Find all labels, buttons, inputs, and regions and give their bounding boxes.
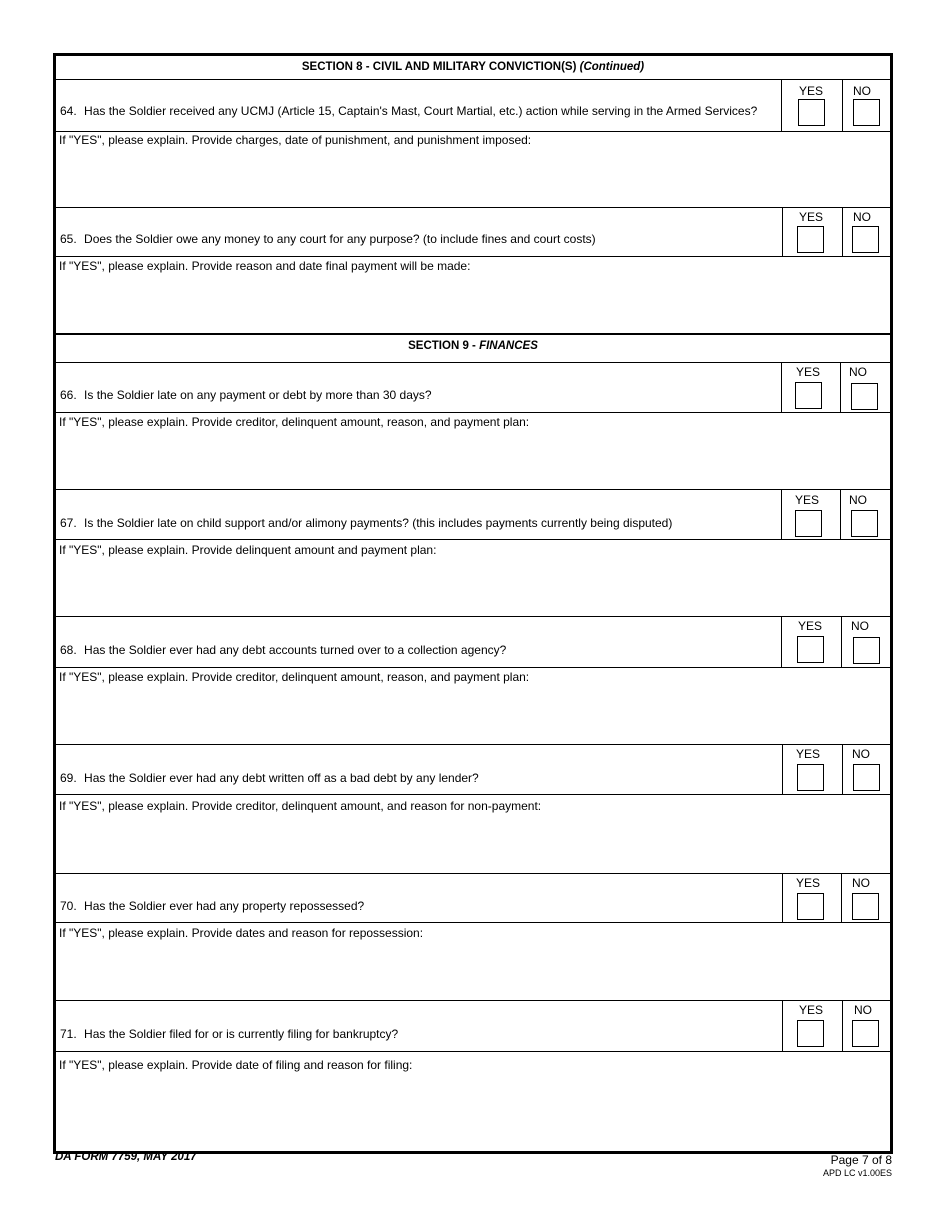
q64-yes-checkbox[interactable] <box>798 99 825 126</box>
explain-71-field[interactable] <box>56 1052 890 1151</box>
divider <box>56 79 890 80</box>
no-label: NO <box>853 84 871 98</box>
explain-65-label: If "YES", please explain. Provide reason and date final payment will be made: <box>59 259 471 273</box>
divider <box>781 616 782 667</box>
divider <box>56 362 890 363</box>
divider <box>781 79 782 131</box>
divider <box>56 489 890 490</box>
q68-no-checkbox[interactable] <box>853 637 880 664</box>
no-label: NO <box>854 1003 872 1017</box>
q67-no-checkbox[interactable] <box>851 510 878 537</box>
divider <box>782 1000 783 1051</box>
q65-yes-checkbox[interactable] <box>797 226 824 253</box>
divider <box>56 333 890 335</box>
explain-66-field[interactable] <box>56 413 890 489</box>
question-69 <box>60 771 479 785</box>
section-8-title <box>56 61 890 73</box>
divider <box>782 744 783 794</box>
question-70 <box>60 899 364 913</box>
section-8-title-text: SECTION 8 - CIVIL AND MILITARY CONVICTION(S) <box>301 61 577 73</box>
q69-yes-checkbox[interactable] <box>797 764 824 791</box>
divider <box>56 873 890 874</box>
q64-no-checkbox[interactable] <box>853 99 880 126</box>
yes-label: YES <box>795 747 820 761</box>
question-number: 68. <box>60 643 77 657</box>
divider <box>782 873 783 922</box>
explain-64-field[interactable] <box>56 132 890 207</box>
question-68 <box>60 643 506 657</box>
question-64 <box>60 104 757 118</box>
question-text: Has the Soldier received any UCMJ (Article 15, Captain's Mast, Court Martial, etc.) action while serving in the Armed Services? <box>84 104 758 118</box>
form-page <box>53 53 893 1154</box>
q71-no-checkbox[interactable] <box>852 1020 879 1047</box>
question-number: 67. <box>60 516 77 530</box>
yes-label: YES <box>797 619 822 633</box>
yes-label: YES <box>798 210 823 224</box>
question-text: Is the Soldier late on any payment or debt by more than 30 days? <box>84 388 432 402</box>
yes-label: YES <box>794 493 819 507</box>
q66-yes-checkbox[interactable] <box>795 382 822 409</box>
explain-66-label: If "YES", please explain. Provide creditor, delinquent amount, reason, and payment plan: <box>59 415 530 429</box>
section-9-title <box>56 340 890 352</box>
no-label: NO <box>849 365 867 379</box>
explain-65-field[interactable] <box>56 257 890 333</box>
divider <box>56 1000 890 1001</box>
explain-68-label: If "YES", please explain. Provide creditor, delinquent amount, reason, and payment plan: <box>59 670 530 684</box>
question-text: Has the Soldier filed for or is currently filing for bankruptcy? <box>84 1027 399 1041</box>
form-id: DA FORM 7759, MAY 2017 <box>55 1151 197 1163</box>
question-text: Has the Soldier ever had any debt accounts turned over to a collection agency? <box>84 643 507 657</box>
section-9-title-text: SECTION 9 - <box>408 340 480 352</box>
q68-yes-checkbox[interactable] <box>797 636 824 663</box>
question-text: Does the Soldier owe any money to any court for any purpose? (to include fines and court costs) <box>84 232 596 246</box>
divider <box>781 489 782 539</box>
explain-69-field[interactable] <box>56 795 890 873</box>
question-67 <box>60 516 672 530</box>
question-text: Has the Soldier ever had any property repossessed? <box>84 899 365 913</box>
yes-label: YES <box>798 1003 823 1017</box>
divider <box>781 362 782 412</box>
divider <box>56 744 890 745</box>
no-label: NO <box>852 747 870 761</box>
question-text: Is the Soldier late on child support and/or alimony payments? (this includes payments currently being disputed) <box>84 516 673 530</box>
question-number: 71. <box>60 1027 77 1041</box>
q66-no-checkbox[interactable] <box>851 383 878 410</box>
explain-69-label: If "YES", please explain. Provide creditor, delinquent amount, and reason for non-payment: <box>59 799 542 813</box>
version-code: APD LC v1.00ES <box>822 1168 892 1178</box>
yes-label: YES <box>795 365 820 379</box>
question-66 <box>60 388 432 402</box>
explain-71-label: If "YES", please explain. Provide date of filing and reason for filing: <box>59 1058 413 1072</box>
no-label: NO <box>849 493 867 507</box>
section-9-title-italic: FINANCES <box>479 340 538 352</box>
explain-70-field[interactable] <box>56 923 890 1000</box>
explain-67-field[interactable] <box>56 540 890 616</box>
yes-label: YES <box>798 84 823 98</box>
no-label: NO <box>852 876 870 890</box>
divider <box>56 616 890 617</box>
yes-label: YES <box>795 876 820 890</box>
divider <box>782 207 783 256</box>
q69-no-checkbox[interactable] <box>853 764 880 791</box>
question-number: 64. <box>60 104 77 118</box>
question-number: 70. <box>60 899 77 913</box>
section-8-title-italic: (Continued) <box>579 61 645 73</box>
explain-67-label: If "YES", please explain. Provide delinquent amount and payment plan: <box>59 543 437 557</box>
q67-yes-checkbox[interactable] <box>795 510 822 537</box>
divider <box>56 207 890 208</box>
explain-64-label: If "YES", please explain. Provide charges, date of punishment, and punishment imposed: <box>59 133 532 147</box>
question-65 <box>60 232 596 246</box>
question-number: 69. <box>60 771 77 785</box>
question-number: 65. <box>60 232 77 246</box>
no-label: NO <box>851 619 869 633</box>
question-71 <box>60 1027 398 1041</box>
explain-68-field[interactable] <box>56 668 890 744</box>
q70-no-checkbox[interactable] <box>852 893 879 920</box>
question-number: 66. <box>60 388 77 402</box>
q65-no-checkbox[interactable] <box>852 226 879 253</box>
page-number: Page 7 of 8 <box>830 1153 892 1167</box>
no-label: NO <box>853 210 871 224</box>
q71-yes-checkbox[interactable] <box>797 1020 824 1047</box>
explain-70-label: If "YES", please explain. Provide dates and reason for repossession: <box>59 926 424 940</box>
question-text: Has the Soldier ever had any debt written off as a bad debt by any lender? <box>84 771 479 785</box>
q70-yes-checkbox[interactable] <box>797 893 824 920</box>
